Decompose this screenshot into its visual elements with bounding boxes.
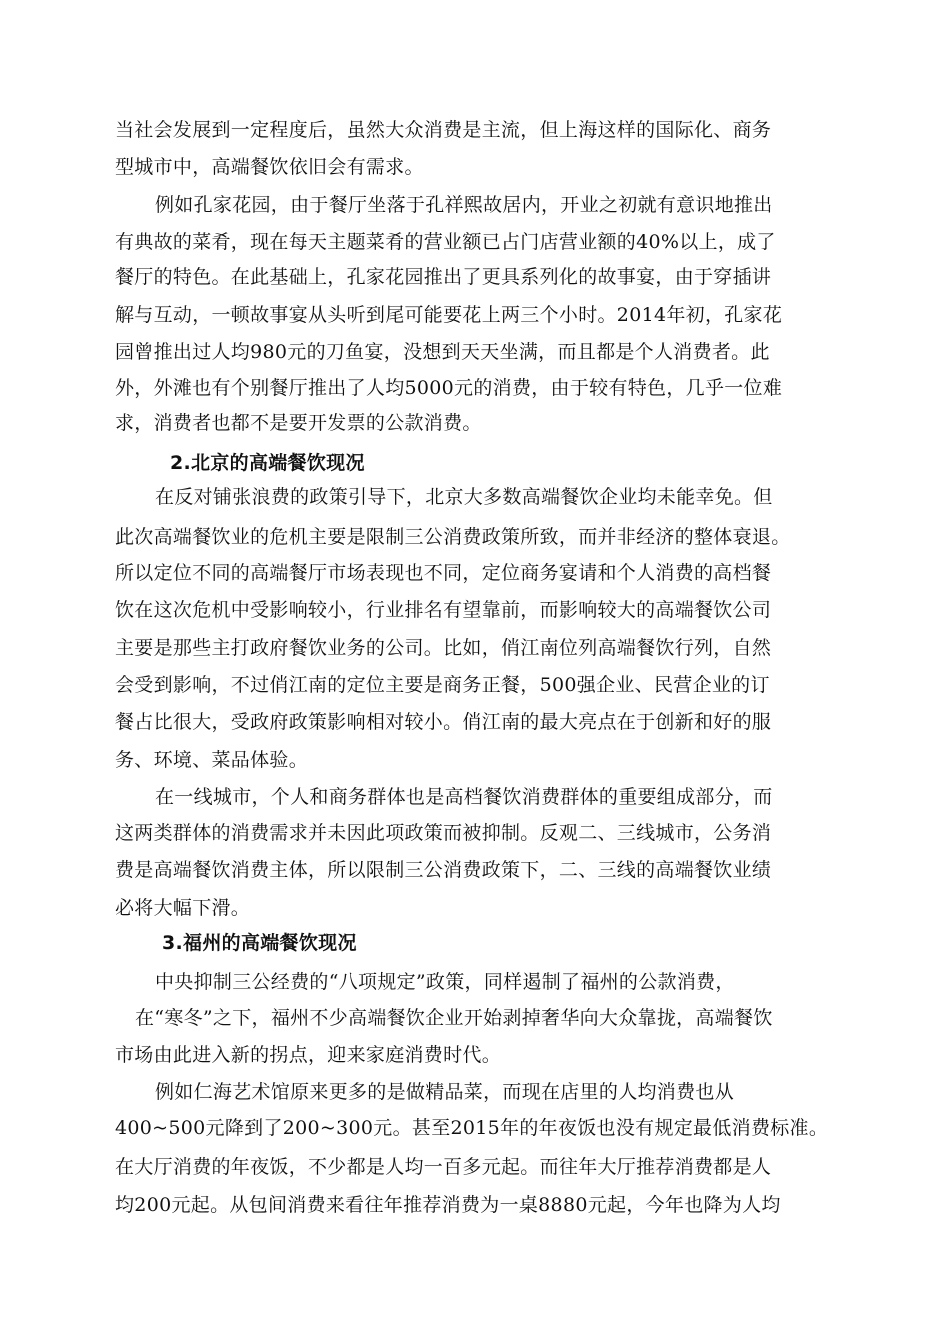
text-line: 有典故的菜肴，现在每天主题菜肴的营业额已占门店营业额的40%以上，成了 — [115, 231, 776, 253]
text-line: 园曾推出过人均980元的刀鱼宴，没想到天天坐满，而且都是个人消费者。此 — [115, 341, 770, 363]
text-line: 在“寒冬”之下，福州不少高端餐饮企业开始剥掉奢华向大众靠拢，高端餐饮 — [135, 1007, 773, 1029]
text-line: 求，消费者也都不是要开发票的公款消费。 — [115, 412, 482, 434]
text-line: 型城市中，高端餐饮依旧会有需求。 — [115, 156, 424, 178]
text-line: 中央抑制三公经费的“八项规定”政策，同样遏制了福州的公款消费， — [155, 971, 735, 993]
text-line: 会受到影响，不过俏江南的定位主要是商务正餐，500强企业、民营企业的订 — [115, 674, 770, 696]
text-line: 解与互动，一顿故事宴从头听到尾可能要花上两三个小时。2014年初，孔家花 — [115, 304, 783, 326]
text-line: 在一线城市，个人和商务群体也是高档餐饮消费群体的重要组成部分，而 — [155, 786, 773, 808]
text-line: 这两类群体的消费需求并未因此项政策而被抑制。反观二、三线城市，公务消 — [115, 822, 772, 844]
section-heading: 2.北京的高端餐饮现况 — [170, 452, 365, 474]
text-line: 费是高端餐饮消费主体，所以限制三公消费政策下，二、三线的高端餐饮业绩 — [115, 859, 772, 881]
text-line: 均200元起。从包间消费来看往年推荐消费为一桌8880元起，今年也降为人均 — [115, 1194, 781, 1216]
text-line: 400~500元降到了200~300元。甚至2015年的年夜饭也没有规定最低消费标准。 — [115, 1117, 829, 1139]
text-line: 餐占比很大，受政府政策影响相对较小。俏江南的最大亮点在于创新和好的服 — [115, 711, 772, 733]
text-line: 所以定位不同的高端餐厅市场表现也不同，定位商务宴请和个人消费的高档餐 — [115, 562, 772, 584]
text-line: 市场由此进入新的拐点，迎来家庭消费时代。 — [115, 1044, 502, 1066]
text-line: 例如仁海艺术馆原来更多的是做精品菜，而现在店里的人均消费也从 — [155, 1081, 735, 1103]
text-line: 务、环境、菜品体验。 — [115, 749, 309, 771]
text-line: 主要是那些主打政府餐饮业务的公司。比如，俏江南位列高端餐饮行列，自然 — [115, 637, 772, 659]
text-line: 外，外滩也有个别餐厅推出了人均5000元的消费，由于较有特色，几乎一位难 — [115, 377, 783, 399]
text-line: 在反对铺张浪费的政策引导下，北京大多数高端餐饮企业均未能幸免。但 — [155, 486, 773, 508]
text-line: 当社会发展到一定程度后，虽然大众消费是主流，但上海这样的国际化、商务 — [115, 119, 772, 141]
text-line: 在大厅消费的年夜饭，不少都是人均一百多元起。而往年大厅推荐消费都是人 — [115, 1156, 772, 1178]
text-line: 例如孔家花园，由于餐厅坐落于孔祥熙故居内，开业之初就有意识地推出 — [155, 194, 773, 216]
section-heading: 3.福州的高端餐饮现况 — [162, 932, 357, 954]
text-line: 餐厅的特色。在此基础上，孔家花园推出了更具系列化的故事宴，由于穿插讲 — [115, 266, 772, 288]
text-line: 必将大幅下滑。 — [115, 897, 251, 919]
text-line: 此次高端餐饮业的危机主要是限制三公消费政策所致，而并非经济的整体衰退。 — [115, 526, 791, 548]
text-line: 饮在这次危机中受影响较小，行业排名有望靠前，而影响较大的高端餐饮公司 — [115, 599, 772, 621]
